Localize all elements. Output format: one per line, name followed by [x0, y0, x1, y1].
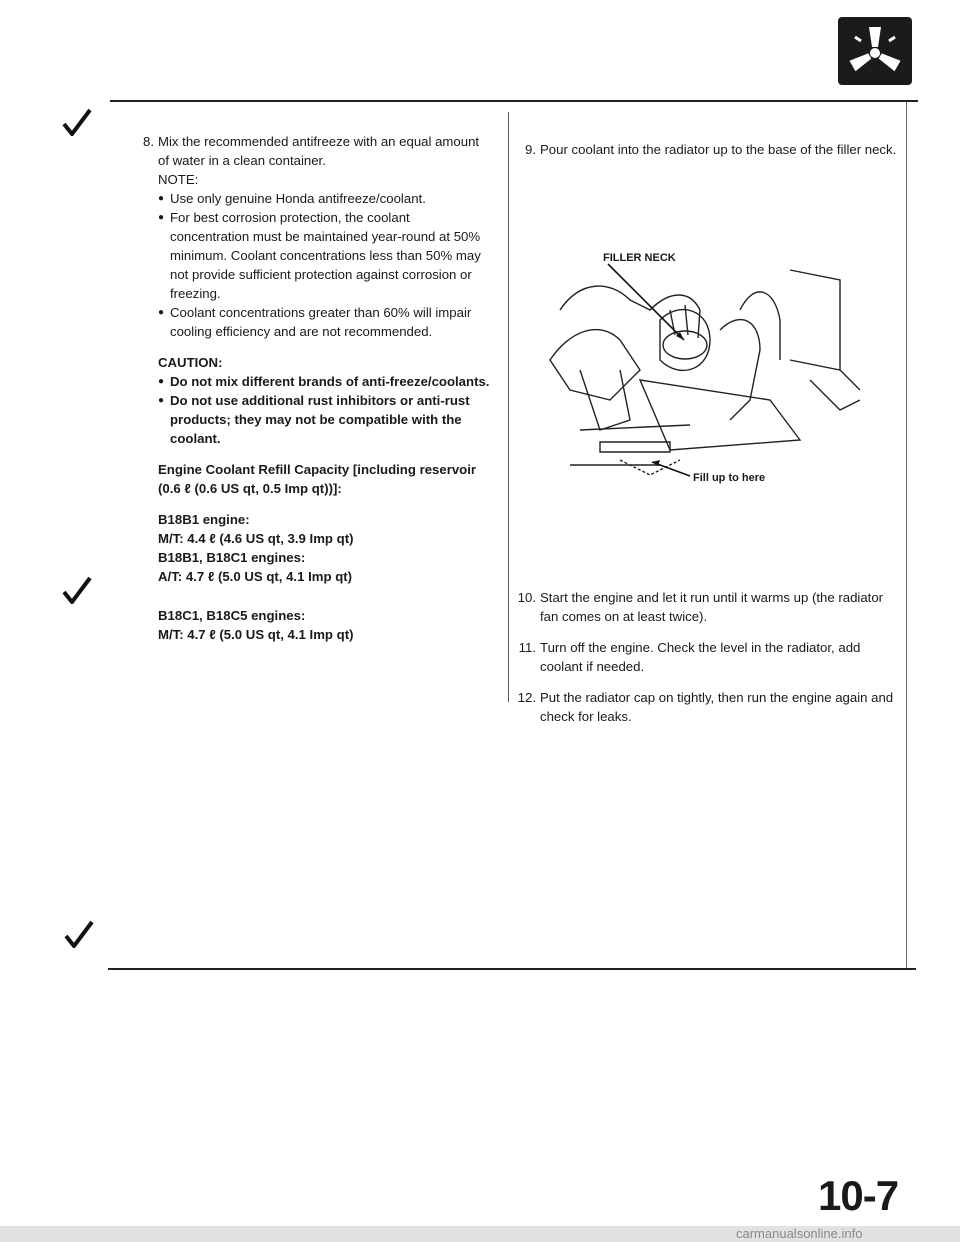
right-column-steps [512, 588, 897, 726]
capacity-value: M/T: 4.7 ℓ (5.0 US qt, 4.1 Imp qt) [158, 627, 354, 642]
step-text: Turn off the engine. Check the level in the radiator, add coolant if needed. [540, 640, 861, 674]
note-label: NOTE: [158, 172, 199, 187]
fill-level-label: Fill up to here [693, 472, 766, 484]
note-item: ● For best corrosion protection, the coolant concentration must be maintained year-round at 50% minimum. Coolant concentrations less than 50% may not provide sufficient protection against corrosion or freezing. [158, 208, 490, 303]
filler-neck-label: FILLER NECK [603, 252, 676, 264]
step-9 [512, 140, 897, 159]
cooling-fan-icon [838, 17, 912, 85]
capacity-engine: B18B1 engine: [158, 512, 250, 527]
step-number: 12. [517, 690, 536, 705]
caution-item: ● Do not use additional rust inhibitors or anti-rust products; they may not be compatible with the coolant. [158, 391, 490, 448]
note-item: ● Coolant concentrations greater than 60% will impair cooling efficiency and are not recommended. [158, 303, 490, 341]
checkmark-icon [64, 920, 94, 948]
note-item: ● Use only genuine Honda antifreeze/coolant. [158, 189, 490, 208]
footer-rule [108, 968, 916, 970]
header-rule [110, 100, 918, 102]
column-divider [508, 112, 509, 702]
checkmark-icon [62, 108, 92, 136]
caution-item: ● Do not mix different brands of anti-freeze/coolants. [158, 372, 490, 391]
footer-watermark: carmanualsonline.info [736, 1226, 863, 1241]
right-margin-line [906, 102, 907, 968]
step-text: Put the radiator cap on tightly, then run the engine again and check for leaks. [540, 690, 894, 724]
step-8 [130, 132, 490, 448]
step-10 [512, 588, 897, 626]
capacity-heading: Engine Coolant Refill Capacity [including reservoir (0.6 ℓ (0.6 US qt, 0.5 Imp qt))]: [158, 462, 477, 496]
step-12 [512, 688, 897, 726]
capacity-engine: B18C1, B18C5 engines: [158, 608, 306, 623]
capacity-value: M/T: 4.4 ℓ (4.6 US qt, 3.9 Imp qt) [158, 531, 354, 546]
checkmark-icon [62, 576, 92, 604]
filler-neck-illustration [540, 250, 870, 490]
step-number: 8. [143, 134, 154, 149]
capacity-value: A/T: 4.7 ℓ (5.0 US qt, 4.1 Imp qt) [158, 569, 353, 584]
step-number: 10. [517, 590, 536, 605]
step-text: Start the engine and let it run until it warms up (the radiator fan comes on at least twice). [540, 590, 884, 624]
step-number: 11. [518, 640, 536, 655]
capacity-engine: B18B1, B18C1 engines: [158, 550, 306, 565]
step-text: Mix the recommended antifreeze with an equal amount of water in a clean container. [158, 134, 480, 168]
page-number: 10-7 [818, 1172, 899, 1219]
coolant-capacity [130, 460, 490, 644]
left-column [130, 132, 490, 644]
step-number: 9. [525, 142, 536, 157]
step-text: Pour coolant into the radiator up to the base of the filler neck. [540, 142, 897, 157]
right-column [512, 140, 897, 159]
caution-label: CAUTION: [158, 355, 223, 370]
step-11 [512, 638, 897, 676]
